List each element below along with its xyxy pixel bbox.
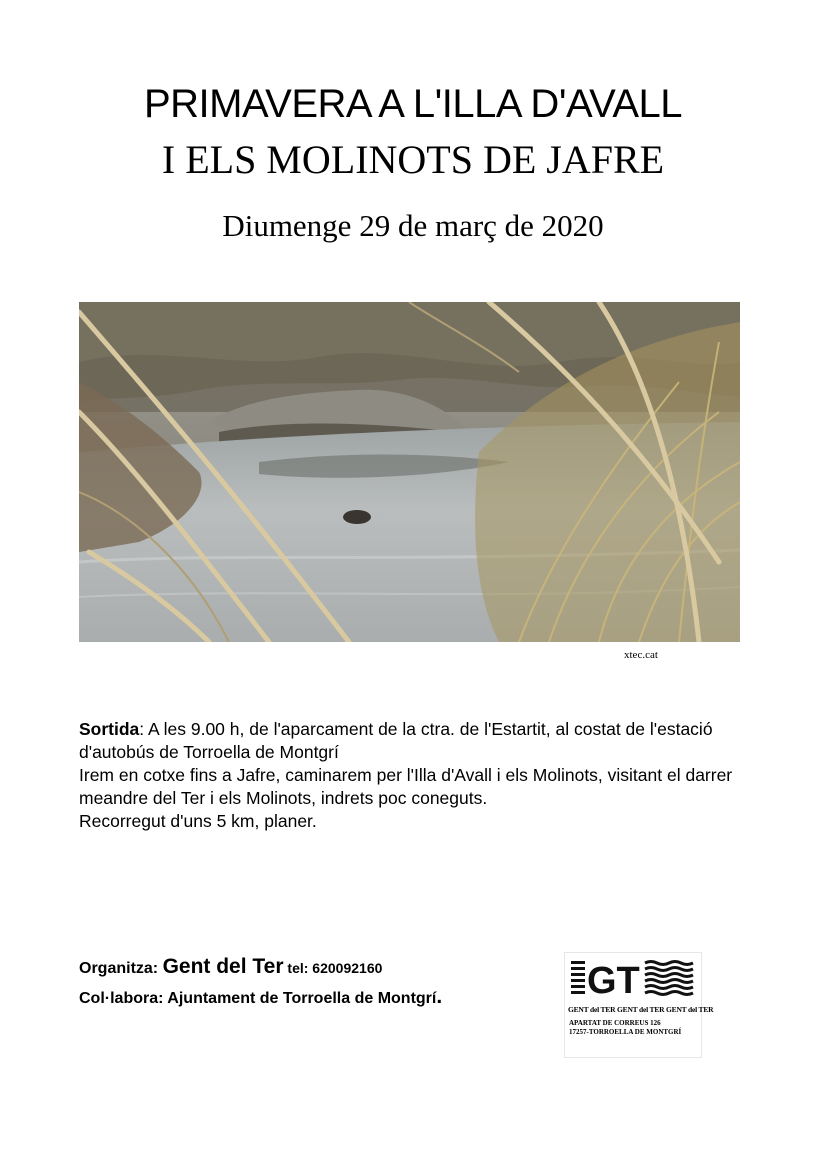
logo-repeat-line: GENT del TER GENT del TER GENT del TER (568, 1005, 714, 1014)
organitza-tel: tel: 620092160 (283, 960, 383, 976)
logo-letters: GT (587, 960, 640, 999)
organitza-label: Organitza: (79, 960, 163, 977)
description-line-2: Irem en cotxe fins a Jafre, caminarem per l'Illa d'Avall i els Molinots, visitant el darrer meandre del Ter i els Molinots, indrets poc coneguts. (79, 765, 733, 808)
river-photo (79, 302, 740, 642)
event-description (79, 718, 759, 833)
event-date: Diumenge 29 de març de 2020 (222, 208, 604, 243)
logo-mark-icon (569, 957, 697, 999)
sortida-text: : A les 9.00 h, de l'aparcament de la ctra. de l'Estartit, al costat de l'estació d'autobús de Torroella de Montgrí (79, 719, 713, 762)
logo-address-1: APARTAT DE CORREUS 126 (569, 1019, 661, 1027)
organitza-name: Gent del Ter (162, 955, 284, 978)
collabora-text: Col·labora: Ajuntament de Torroella de Montgrí (79, 990, 437, 1007)
title-line-2: I ELS MOLINOTS DE JAFRE (161, 137, 665, 182)
logo-address (569, 1019, 681, 1037)
organizers-block (79, 953, 442, 1013)
gent-del-ter-logo (564, 952, 714, 1058)
sortida-label: Sortida (79, 719, 140, 739)
photo-credit: xtec.cat (624, 649, 658, 661)
collabora-end: . (436, 985, 443, 1008)
logo-address-2: 17257-TORROELLA DE MONTGRÍ (569, 1028, 682, 1036)
description-line-3: Recorregut d'uns 5 km, planer. (79, 811, 317, 831)
title-line-1: PRIMAVERA A L'ILLA D'AVALL (143, 82, 683, 126)
